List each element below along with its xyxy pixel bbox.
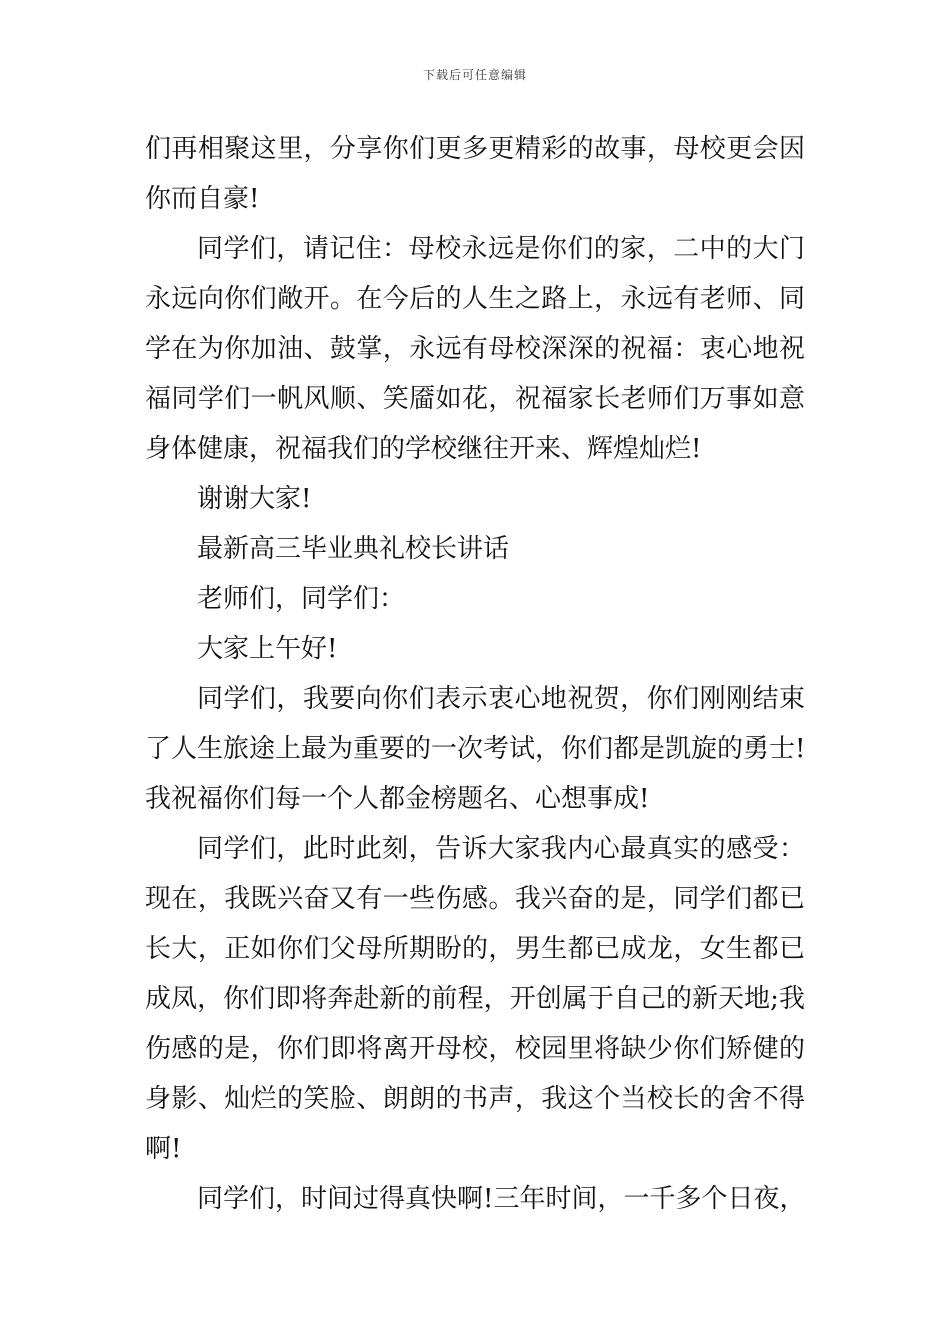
text-line: 伤感的是，你们即将离开母校，校园里将缺少你们矫健的 bbox=[145, 1034, 805, 1064]
text-line: 了人生旅途上最为重要的一次考试，你们都是凯旋的勇士! bbox=[145, 734, 805, 764]
text-line: 同学们，请记住：母校永远是你们的家，二中的大门 bbox=[197, 234, 805, 264]
text-line: 现在，我既兴奋又有一些伤感。我兴奋的是，同学们都已 bbox=[145, 884, 805, 914]
text-line: 同学们，我要向你们表示衷心地祝贺，你们刚刚结束 bbox=[197, 684, 805, 714]
paragraph bbox=[145, 474, 805, 524]
document-body bbox=[145, 124, 805, 1224]
text-line: 大家上午好! bbox=[197, 634, 338, 664]
text-line: 老师们，同学们： bbox=[197, 584, 406, 614]
paragraph bbox=[145, 824, 805, 1174]
paragraph bbox=[145, 674, 805, 824]
text-line: 同学们，时间过得真快啊!三年时间，一千多个日夜， bbox=[197, 1184, 805, 1214]
text-line: 你而自豪! bbox=[145, 184, 260, 214]
paragraph bbox=[145, 224, 805, 474]
paragraph bbox=[145, 524, 805, 574]
paragraph bbox=[145, 1174, 805, 1224]
text-line: 成凤，你们即将奔赴新的前程，开创属于自己的新天地;我 bbox=[145, 984, 805, 1014]
text-line: 谢谢大家! bbox=[197, 484, 312, 514]
text-line: 长大，正如你们父母所期盼的，男生都已成龙，女生都已 bbox=[145, 934, 805, 964]
paragraph bbox=[145, 124, 805, 224]
page-header-note: 下载后可任意编辑 bbox=[422, 68, 527, 82]
paragraph bbox=[145, 574, 805, 624]
text-line: 学在为你加油、鼓掌，永远有母校深深的祝福：衷心地祝 bbox=[145, 334, 805, 364]
text-line: 身影、灿烂的笑脸、朗朗的书声，我这个当校长的舍不得 bbox=[145, 1084, 805, 1114]
text-line: 身体健康，祝福我们的学校继往开来、辉煌灿烂! bbox=[145, 434, 702, 464]
paragraph bbox=[145, 624, 805, 674]
text-line: 最新高三毕业典礼校长讲话 bbox=[197, 534, 510, 564]
text-line: 永远向你们敞开。在今后的人生之路上，永远有老师、同 bbox=[145, 284, 805, 314]
text-line: 们再相聚这里，分享你们更多更精彩的故事，母校更会因 bbox=[145, 134, 805, 164]
text-line: 同学们，此时此刻，告诉大家我内心最真实的感受： bbox=[197, 834, 805, 864]
text-line: 我祝福你们每一个人都金榜题名、心想事成! bbox=[145, 784, 650, 814]
text-line: 啊! bbox=[145, 1134, 182, 1164]
text-line: 福同学们一帆风顺、笑靥如花，祝福家长老师们万事如意 bbox=[145, 384, 805, 414]
